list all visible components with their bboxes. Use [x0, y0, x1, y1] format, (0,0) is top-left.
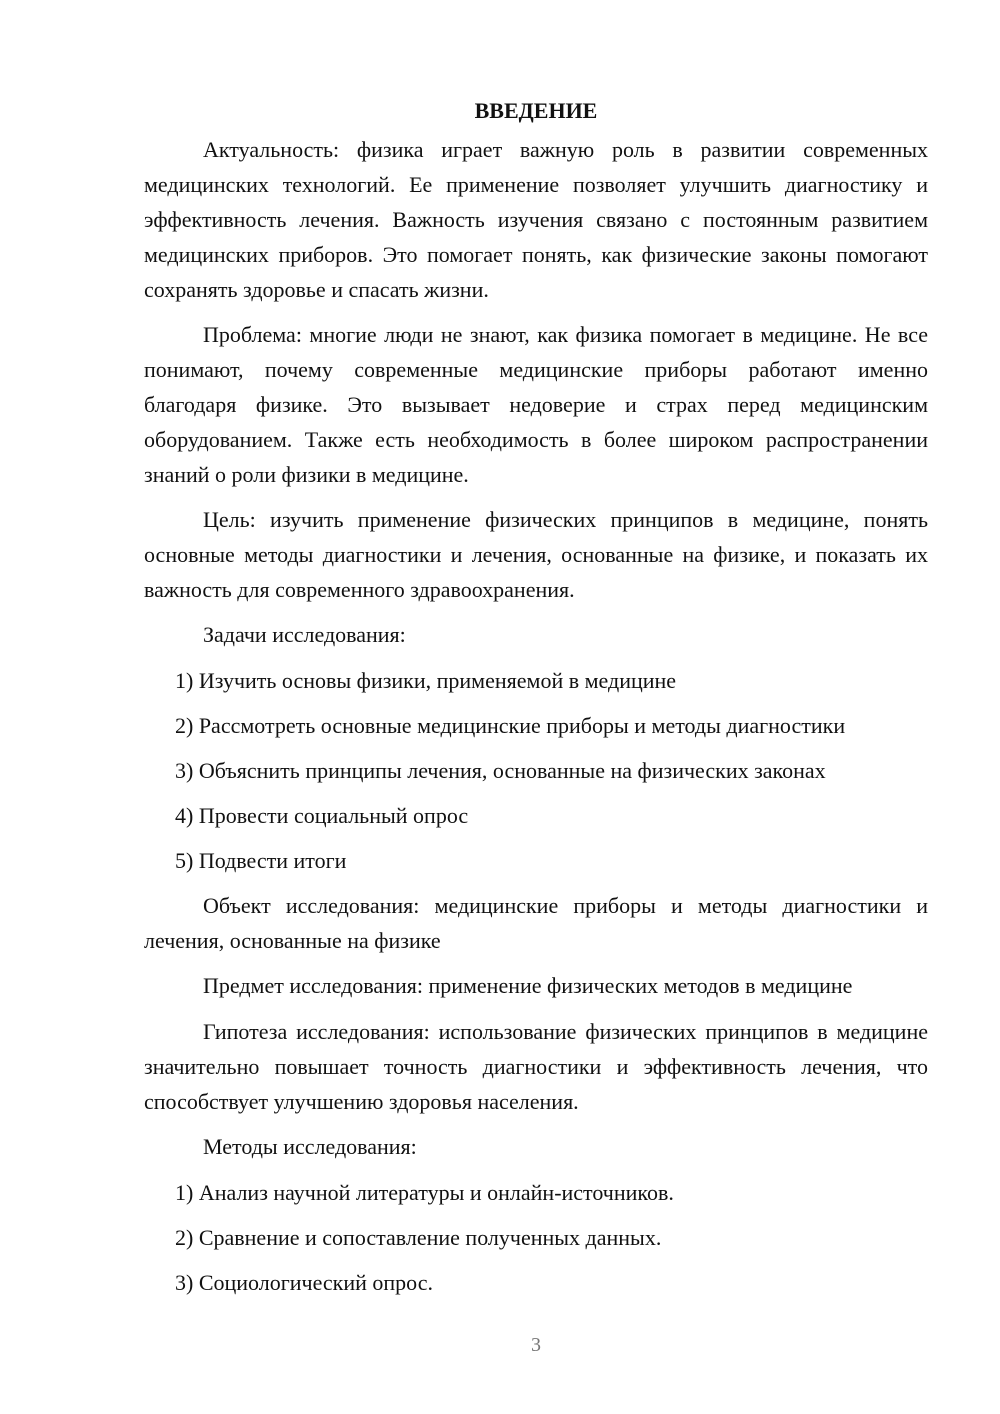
list-item: 1) Изучить основы физики, применяемой в медицине [175, 668, 677, 693]
tasks-heading: Задачи исследования: [203, 622, 406, 647]
problem-paragraph: Проблема: многие люди не знают, как физика помогает в медицине. Не все понимают, почему современные медицинские приборы работают именно благодаря физике. Это вызывает недоверие и страх перед медицинским оборудованием. Также есть необходимость в более широком распространении знаний о роли физики в медицине. [144, 322, 928, 487]
page-number: 3 [531, 1334, 541, 1356]
methods-list [144, 1175, 928, 1300]
tasks-list [144, 663, 928, 878]
goal-paragraph: Цель: изучить применение физических принципов в медицине, понять основные методы диагностики и лечения, основанные на физике, и показать их важность для современного здравоохранения. [144, 507, 928, 602]
relevance-paragraph: Актуальность: физика играет важную роль в развитии современных медицинских технологий. Ее применение позволяет улучшить диагностику и эффективность лечения. Важность изучения связано с постоянным развитием медицинских приборов. Это помогает понять, как физические законы помогают сохранять здоровье и спасать жизни. [144, 137, 928, 302]
hypothesis-paragraph: Гипотеза исследования: использование физических принципов в медицине значительно повышает точность диагностики и эффективность лечения, что способствует улучшению здоровья населения. [144, 1019, 928, 1114]
list-item: 3) Социологический опрос. [175, 1270, 433, 1295]
object-paragraph: Объект исследования: медицинские приборы и методы диагностики и лечения, основанные на физике [144, 893, 928, 953]
list-item: 2) Рассмотреть основные медицинские приборы и методы диагностики [175, 713, 846, 738]
list-item: 2) Сравнение и сопоставление полученных данных. [175, 1225, 662, 1250]
list-item: 3) Объяснить принципы лечения, основанные на физических законах [175, 758, 826, 783]
list-item: 5) Подвести итоги [175, 848, 347, 873]
methods-heading: Методы исследования: [203, 1134, 417, 1159]
subject-paragraph: Предмет исследования: применение физических методов в медицине [203, 973, 853, 998]
list-item: 4) Провести социальный опрос [175, 803, 469, 828]
list-item: 1) Анализ научной литературы и онлайн-источников. [175, 1180, 674, 1205]
document-page [144, 96, 928, 1310]
section-title: ВВЕДЕНИЕ [474, 98, 598, 123]
